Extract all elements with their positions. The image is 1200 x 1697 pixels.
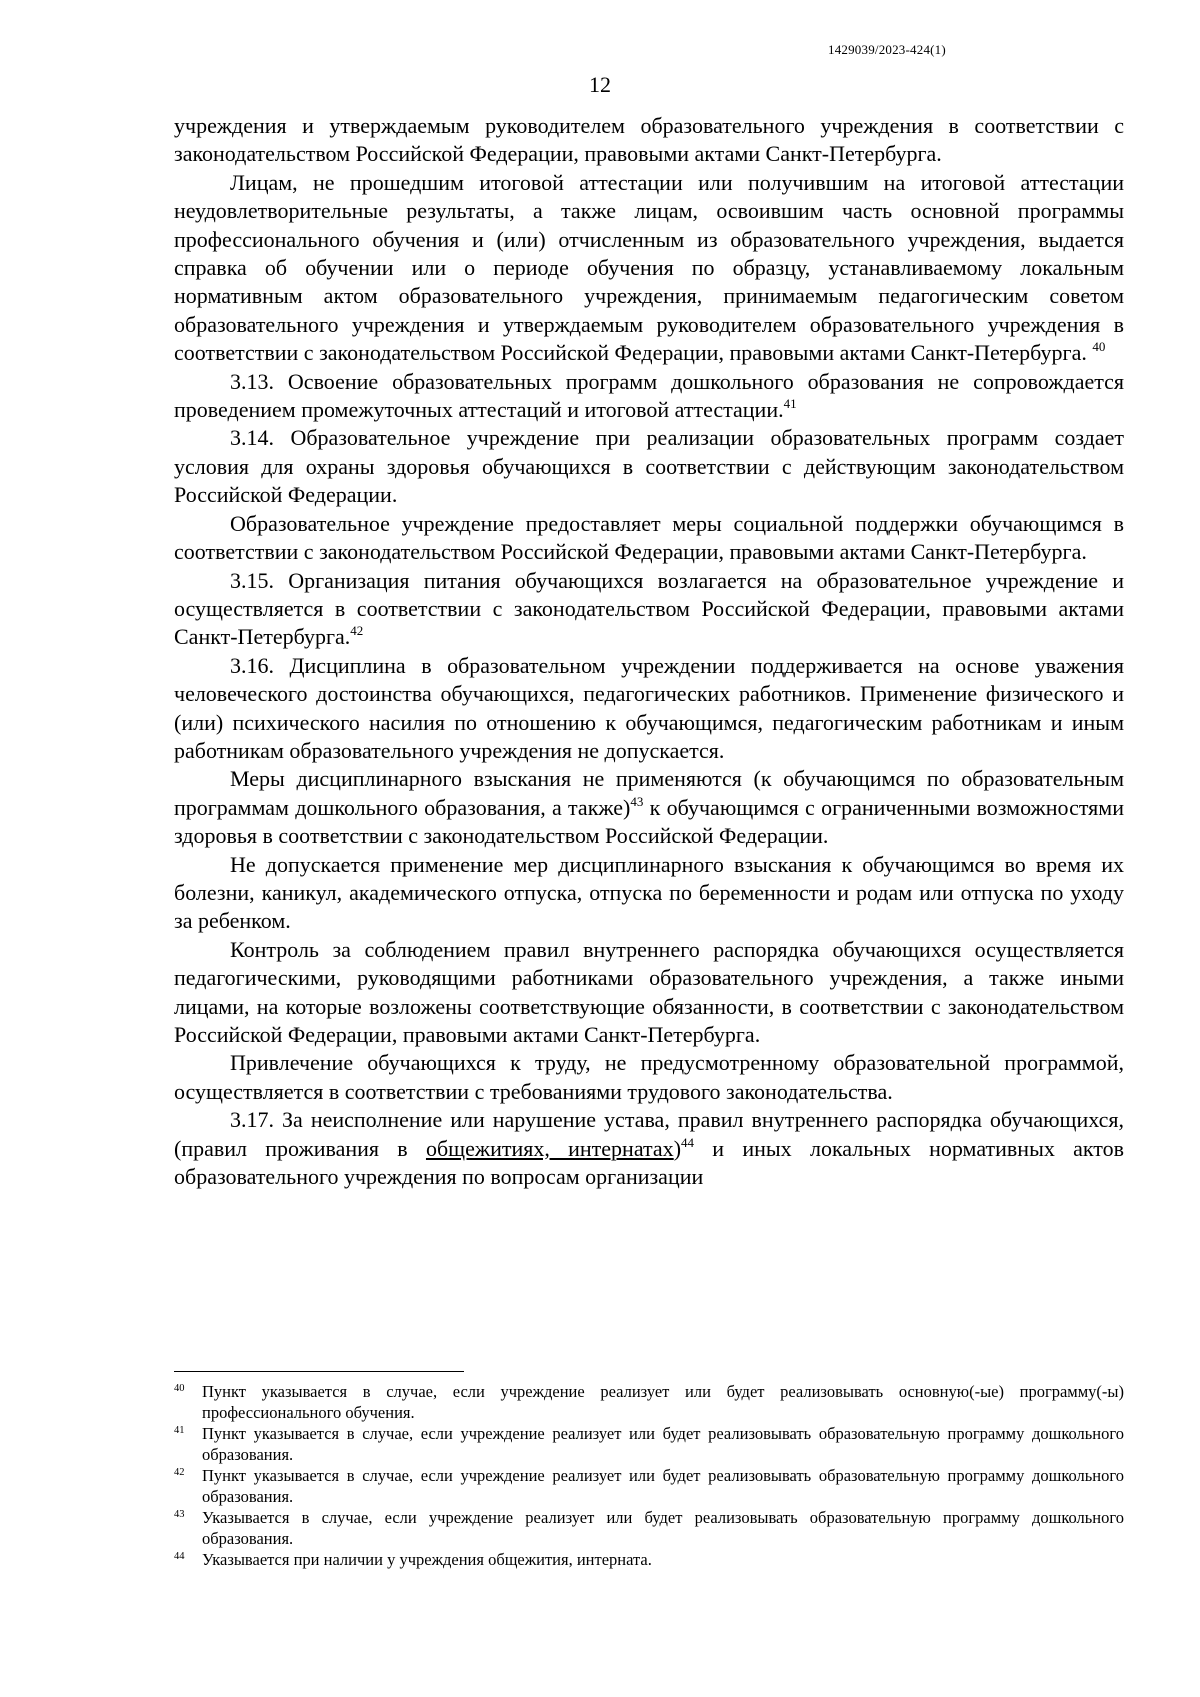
underlined-text: общежитиях, интернатах <box>425 1135 674 1161</box>
footnote-number: 44 <box>174 1551 185 1562</box>
page-number: 12 <box>589 72 611 97</box>
paragraph: Контроль за соблюдением правил внутреннего распорядка обучающихся осуществляется педагогическими, руководящими работниками образовательного учреждения, а также иными лицами, на которые возложены соответствующие обязанности, в соответствии с законодательством Российской Федерации, правовыми актами Санкт-Петербурга. <box>174 936 1124 1047</box>
footnote-reference: 41 <box>783 396 797 412</box>
footnote <box>174 1381 1124 1423</box>
footnote-reference: 40 <box>1092 339 1106 355</box>
paragraph: Не допускается применение мер дисциплинарного взыскания к обучающимся во время их болезни, каникул, академического отпуска, отпуска по беременности и родам или отпуска по уходу за ребенком. <box>174 851 1124 934</box>
footnote-separator <box>174 1371 464 1372</box>
footnote-text: Пункт указывается в случае, если учреждение реализует или будет реализовывать образовательную программу дошкольного образования. <box>202 1466 1124 1506</box>
document-id: 1429039/2023-424(1) <box>828 42 946 57</box>
paragraph-3-16: 3.16. Дисциплина в образовательном учреждении поддерживается на основе уважения человеческого достоинства обучающихся, педагогических работников. Применение физического и (или) психического насилия по отношению к обучающимся, педагогическим работникам и иным работникам образовательного учреждения не допускается. <box>174 652 1124 763</box>
footnote-number: 41 <box>174 1425 185 1436</box>
footnote-number: 42 <box>174 1467 185 1478</box>
document-body <box>174 112 1124 1191</box>
footnote-reference: 43 <box>630 793 644 809</box>
footnote <box>174 1423 1124 1465</box>
footnote-reference: 42 <box>350 623 364 639</box>
footnote-reference: 44 <box>681 1134 695 1150</box>
paragraph: Лицам, не прошедшим итоговой аттестации или получившим на итоговой аттестации неудовлетворительные результаты, а также лицам, освоившим часть основной программы профессионального обучения и (или) отчисленным из образовательного учреждения, выдается справка об обучении или о периоде обучения по образцу, устанавливаемому локальным нормативным актом образовательного учреждения, принимаемым педагогическим советом образовательного учреждения и утверждаемым руководителем образовательного учреждения в соответствии с законодательством Российской Федерации, правовыми актами Санкт-Петербурга. $^{40}$ <box>174 169 1124 366</box>
paragraph-3-17: 3.17. За неисполнение или нарушение устава, правил внутреннего распорядка обучающихся, (правил проживания в общежитиях, интернатах)$^{44}$ и иных локальных нормативных актов образовательного учреждения по вопросам организации <box>174 1107 1125 1190</box>
footnote <box>174 1507 1124 1549</box>
footnote-number: 40 <box>174 1383 185 1394</box>
footnote-number: 43 <box>174 1509 185 1520</box>
paragraph: учреждения и утверждаемым руководителем образовательного учреждения в соответствии с законодательством Российской Федерации, правовыми актами Санкт-Петербурга. <box>174 113 1124 167</box>
footnote <box>174 1465 1124 1507</box>
paragraph-3-15: 3.15. Организация питания обучающихся возлагается на образовательное учреждение и осуществляется в соответствии с законодательством Российской Федерации, правовыми актами Санкт-Петербурга.$^{42}$ <box>174 567 1124 650</box>
footnote <box>174 1549 1124 1570</box>
paragraph-3-13: 3.13. Освоение образовательных программ дошкольного образования не сопровождается проведением промежуточных аттестаций и итоговой аттестации.$^{41}$ <box>174 368 1124 423</box>
footnote-text: Пункт указывается в случае, если учреждение реализует или будет реализовывать основную(-ые) программу(-ы) профессионального обучения. <box>202 1382 1124 1422</box>
paragraph: Привлечение обучающихся к труду, не предусмотренному образовательной программой, осуществляется в соответствии с требованиями трудового законодательства. <box>174 1050 1124 1104</box>
footnote-text: Указывается в случае, если учреждение реализует или будет реализовывать образовательную программу дошкольного образования. <box>202 1508 1124 1548</box>
paragraph-3-14: 3.14. Образовательное учреждение при реализации образовательных программ создает условия для охраны здоровья обучающихся в соответствии с действующим законодательством Российской Федерации. <box>174 425 1124 508</box>
footnote-text: Пункт указывается в случае, если учреждение реализует или будет реализовывать образовательную программу дошкольного образования. <box>202 1424 1124 1464</box>
footnote-text: Указывается при наличии у учреждения общежития, интерната. <box>202 1550 652 1569</box>
paragraph: Меры дисциплинарного взыскания не применяются (к обучающимся по образовательным программам дошкольного образования, а также)$^{43}$ к обучающимся с ограниченными возможностями здоровья в соответствии с законодательством Российской Федерации. <box>174 766 1124 849</box>
footnotes <box>174 1381 1124 1570</box>
paragraph: Образовательное учреждение предоставляет меры социальной поддержки обучающимся в соответствии с законодательством Российской Федерации, правовыми актами Санкт-Петербурга. <box>174 510 1124 565</box>
